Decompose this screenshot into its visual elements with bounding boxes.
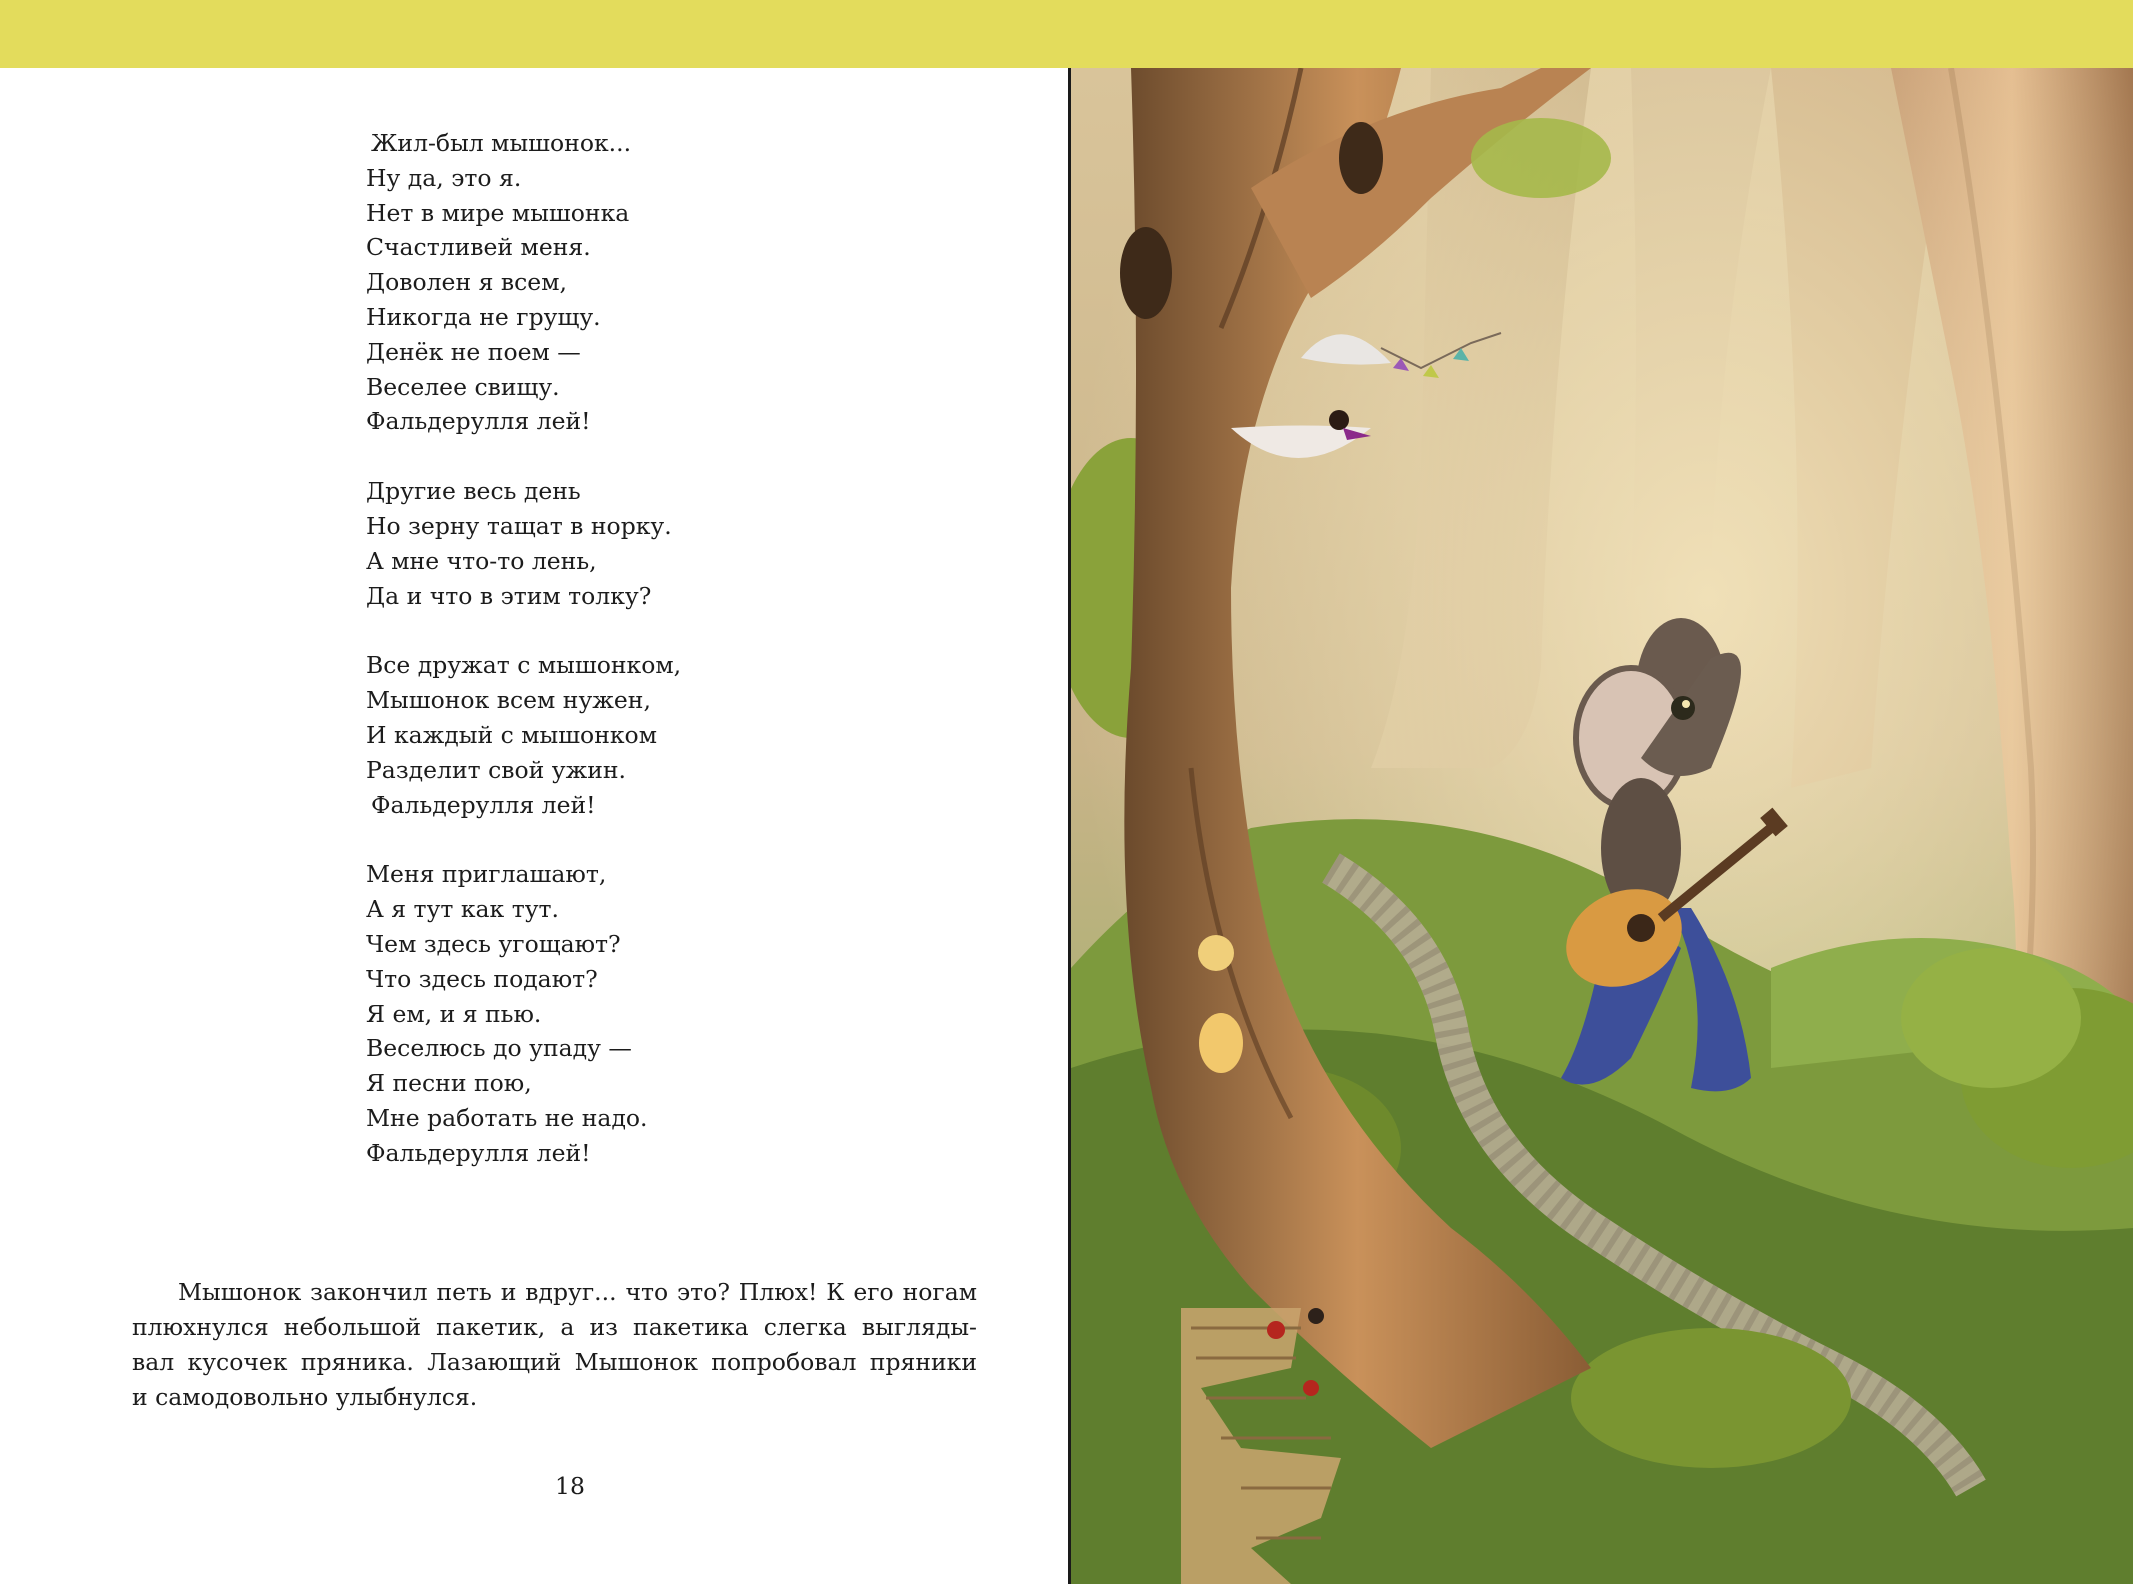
- poem-line: Меня приглашают,: [366, 860, 607, 889]
- poem-line: Чем здесь угощают?: [366, 929, 621, 958]
- poem-line: Жил-был мышонок...: [371, 129, 632, 157]
- top-color-band: [0, 0, 2133, 68]
- poem-line: Ну да, это я.: [366, 163, 522, 192]
- prose-line: Мышонок закончил петь и вдруг... что это? Плюх! К его ногам: [178, 1278, 977, 1306]
- poem-stanza: [366, 648, 926, 822]
- prose-line: вал кусочек пряника. Лазающий Мышонок попробовал пряники: [132, 1348, 977, 1376]
- poem-line: Я ем, и я пью.: [366, 999, 542, 1028]
- prose-paragraph: [132, 1275, 977, 1415]
- poem-line: Мышонок всем нужен,: [366, 686, 651, 715]
- poem-line: А мне что-то лень,: [366, 546, 597, 575]
- poem-line: И каждый с мышонком: [366, 720, 657, 749]
- poem-line: Веселюсь до упаду —: [366, 1034, 632, 1063]
- poem-line: Доволен я всем,: [366, 268, 567, 297]
- poem-line: Что здесь подают?: [366, 964, 598, 993]
- poem-line: Никогда не грущу.: [366, 302, 601, 331]
- poem-line: Веселее свищу.: [366, 372, 560, 401]
- prose-line: плюхнулся небольшой пакетик, а из пакетика слегка выгляды-: [132, 1313, 977, 1341]
- poem-stanza: [366, 126, 926, 439]
- poem-stanza: [366, 474, 926, 613]
- poem-line: Все дружат с мышонком,: [366, 651, 682, 680]
- poem-line: Фальдерулля лей!: [366, 407, 591, 436]
- illustration-panel: [1068, 68, 2133, 1584]
- prose-line: и самодовольно улыбнулся.: [132, 1383, 478, 1411]
- page-number: 18: [555, 1472, 585, 1500]
- poem-line: Мне работать не надо.: [366, 1103, 648, 1132]
- poem-line: Счастливей меня.: [366, 233, 591, 262]
- poem-line: Разделит свой ужин.: [366, 755, 626, 784]
- poem-stanza: [366, 857, 926, 1170]
- poem-line: Нет в мире мышонка: [366, 198, 630, 227]
- poem: [366, 126, 926, 1171]
- forest-mouse-illustration: [1071, 68, 2133, 1584]
- poem-line: Фальдерулля лей!: [366, 1138, 591, 1167]
- poem-line: Фальдерулля лей!: [371, 790, 596, 819]
- poem-line: Да и что в этим толку?: [366, 581, 652, 610]
- poem-line: Я песни пою,: [366, 1069, 532, 1098]
- poem-line: Но зерну тащат в норку.: [366, 511, 672, 540]
- poem-line: А я тут как тут.: [366, 895, 560, 924]
- poem-line: Денёк не поем —: [366, 337, 581, 366]
- poem-line: Другие весь день: [366, 477, 581, 506]
